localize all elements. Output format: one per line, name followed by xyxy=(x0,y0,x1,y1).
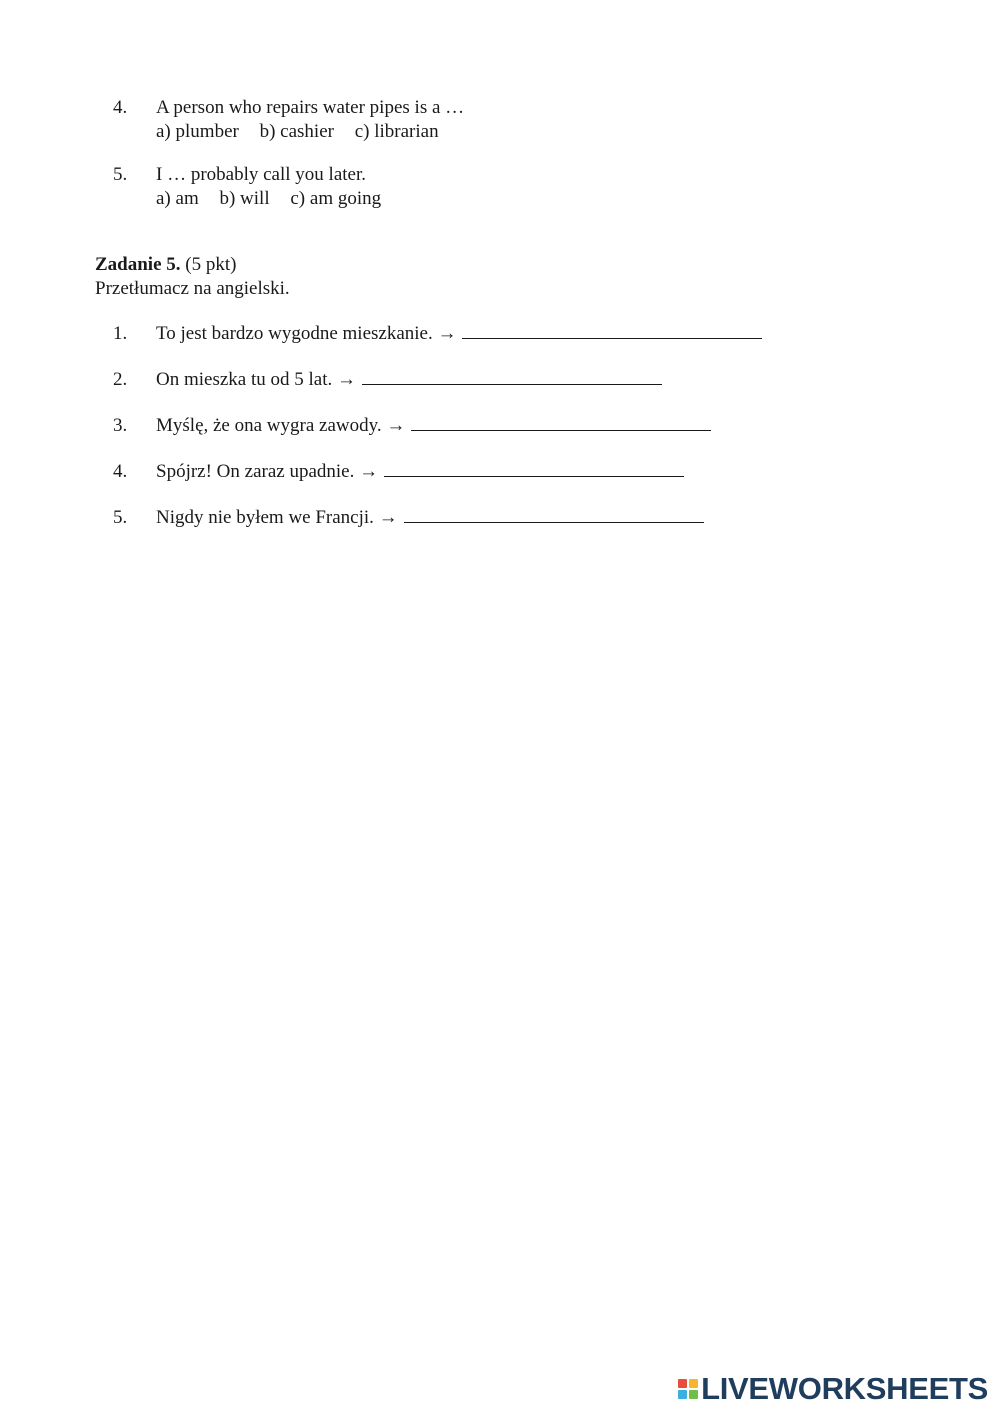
logo-square-e xyxy=(689,1390,698,1399)
question-options xyxy=(156,187,381,211)
item-text: To jest bardzo wygodne mieszkanie. → xyxy=(156,323,457,344)
question-number: 5. xyxy=(113,164,128,185)
item-number: 3. xyxy=(113,415,128,436)
liveworksheets-logo-icon xyxy=(678,1379,698,1399)
task-instruction: Przetłumacz na angielski. xyxy=(95,278,290,299)
question-options xyxy=(156,120,439,144)
option-a[interactable]: a) plumber xyxy=(156,121,239,142)
question-text: A person who repairs water pipes is a … xyxy=(156,97,465,118)
item-text: Nigdy nie byłem we Francji. → xyxy=(156,507,398,528)
option-b[interactable]: b) will xyxy=(219,188,270,209)
question-text: I … probably call you later. xyxy=(156,164,366,185)
item-number: 1. xyxy=(113,323,128,344)
task-title: Zadanie 5. xyxy=(95,254,181,275)
answer-blank[interactable] xyxy=(462,322,762,339)
item-text: Myślę, że ona wygra zawody. → xyxy=(156,415,406,436)
item-number: 2. xyxy=(113,369,128,390)
option-a[interactable]: a) am xyxy=(156,188,199,209)
item-text: Spójrz! On zaraz upadnie. → xyxy=(156,461,379,482)
answer-blank[interactable] xyxy=(384,460,684,477)
task-points: (5 pkt) xyxy=(185,254,237,275)
liveworksheets-logo xyxy=(678,1372,988,1406)
option-c[interactable]: c) librarian xyxy=(354,121,439,142)
option-c[interactable]: c) am going xyxy=(290,188,382,209)
brand-name: LIVEWORKSHEETS xyxy=(701,1371,988,1406)
question-number: 4. xyxy=(113,97,128,118)
logo-square-l xyxy=(678,1379,687,1388)
answer-blank[interactable] xyxy=(411,414,711,431)
item-number: 5. xyxy=(113,507,128,528)
answer-blank[interactable] xyxy=(362,368,662,385)
logo-square-i xyxy=(689,1379,698,1388)
answer-blank[interactable] xyxy=(404,506,704,523)
item-number: 4. xyxy=(113,461,128,482)
item-text: On mieszka tu od 5 lat. → xyxy=(156,369,356,390)
option-b[interactable]: b) cashier xyxy=(259,121,334,142)
logo-square-v xyxy=(678,1390,687,1399)
task-heading xyxy=(95,253,236,277)
